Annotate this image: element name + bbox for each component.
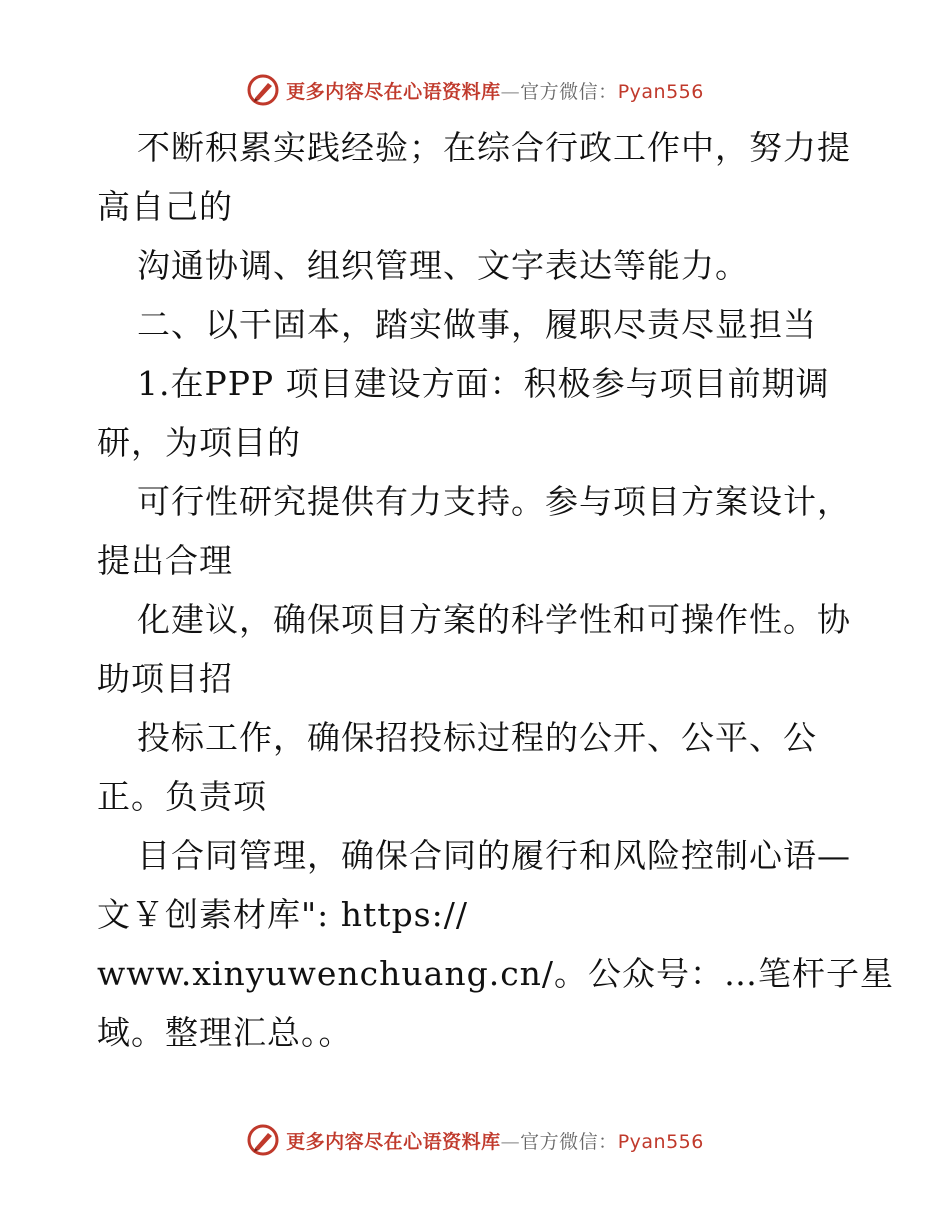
body-line: 目合同管理，确保合同的履行和风险控制心语—: [137, 836, 851, 875]
body-line: 高自己的: [97, 187, 233, 226]
header-wechat-label: 官方微信：: [520, 80, 618, 103]
section-heading: 二、以干固本，踏实做事，履职尽责尽显担当: [137, 305, 817, 344]
body-line: 正。负责项: [97, 777, 267, 816]
body-line: www.xinyuwenchuang.cn/。公众号：…笔杆子星: [97, 954, 895, 993]
body-line: 提出合理: [97, 541, 233, 580]
body-line: 可行性研究提供有力支持。参与项目方案设计，: [137, 482, 851, 521]
body-line: 化建议，确保项目方案的科学性和可操作性。协: [137, 600, 851, 639]
body-line: 文￥创素材库": https://: [97, 895, 468, 934]
body-line: 不断积累实践经验；在综合行政工作中，努力提: [137, 128, 851, 167]
header-banner: [0, 70, 950, 110]
pen-logo-icon: [246, 1123, 280, 1157]
header-dash: —: [500, 80, 521, 103]
body-line: 投标工作，确保招投标过程的公开、公平、公: [137, 718, 817, 757]
body-line: 沟通协调、组织管理、文字表达等能力。: [137, 246, 749, 285]
header-wechat-id: Pyan556: [617, 80, 704, 103]
footer-wechat-label: 官方微信：: [520, 1130, 618, 1153]
footer-brand-text: 更多内容尽在心语资料库: [286, 1130, 501, 1153]
body-line: 域。整理汇总。。: [97, 1013, 353, 1052]
body-line: 1.在PPP 项目建设方面：积极参与项目前期调: [137, 364, 830, 403]
footer-dash: —: [500, 1130, 521, 1153]
header-brand-text: 更多内容尽在心语资料库: [286, 80, 501, 103]
header-banner-text: [286, 77, 704, 104]
document-body: [97, 118, 895, 1062]
pen-logo-icon: [246, 73, 280, 107]
footer-banner-text: [286, 1127, 704, 1154]
body-line: 助项目招: [97, 659, 233, 698]
body-line: 研，为项目的: [97, 423, 301, 462]
footer-wechat-id: Pyan556: [617, 1130, 704, 1153]
footer-banner: [0, 1120, 950, 1160]
